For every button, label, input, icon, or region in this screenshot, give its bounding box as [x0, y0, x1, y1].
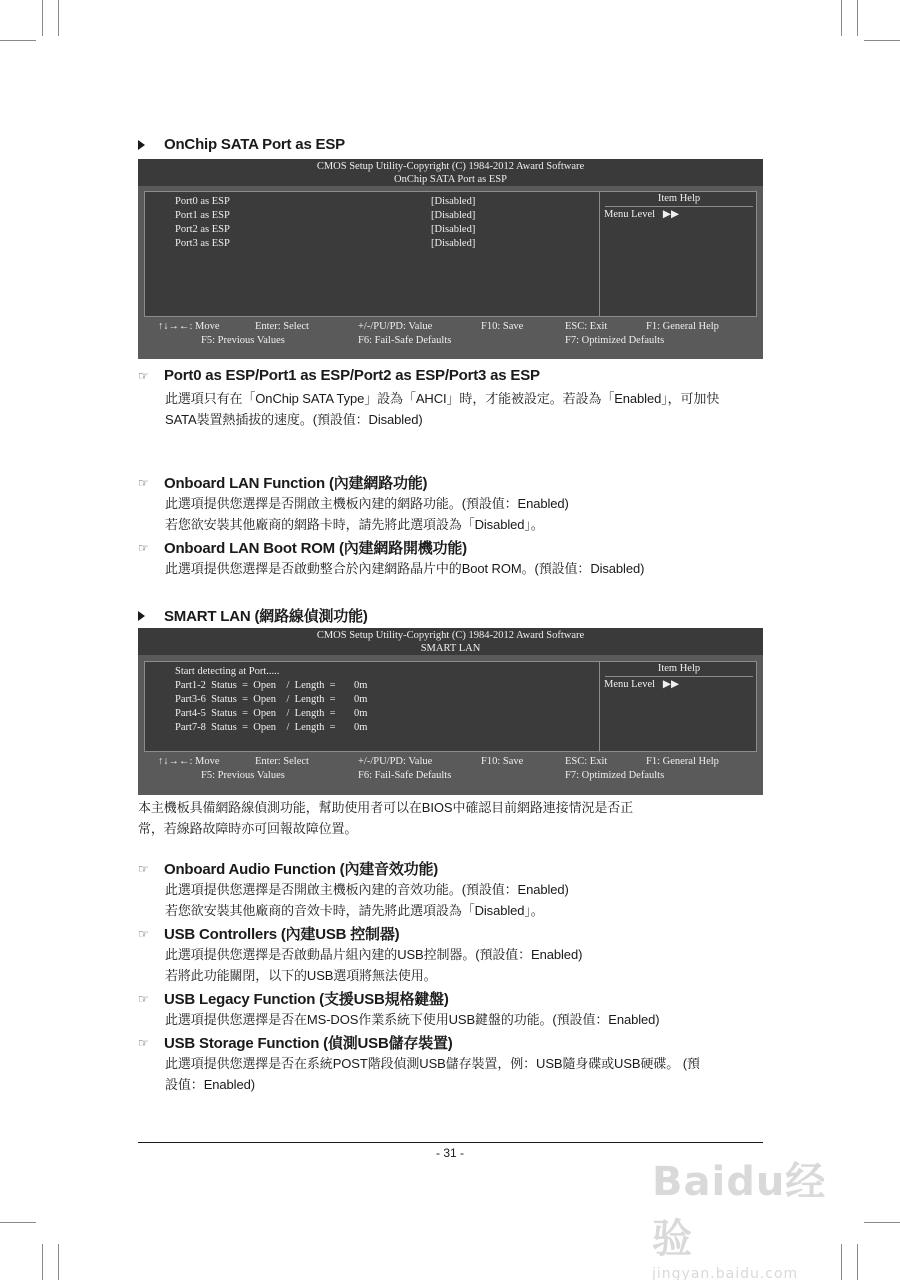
pointing-hand-icon: ☞	[138, 475, 149, 490]
bios-row: Part4-5 Status = Open / Length = 0m	[175, 708, 368, 719]
key-failsafe: F6: Fail-Safe Defaults	[358, 770, 452, 781]
crop-mark	[0, 1222, 36, 1223]
bios-row-value[interactable]: [Disabled]	[431, 238, 476, 249]
crop-mark	[864, 1222, 900, 1223]
item-title: USB Controllers (內建USB 控制器)	[164, 926, 400, 943]
bios-title-line: SMART LAN	[420, 643, 481, 654]
key-optimized: F7: Optimized Defaults	[565, 770, 665, 781]
desc-line: 此選項提供您選擇是否啟動晶片組內建的USB控制器。(預設值：Enabled)	[165, 947, 583, 962]
key-exit: ESC: Exit	[565, 321, 608, 332]
pointing-hand-icon: ☞	[138, 926, 149, 941]
key-save: F10: Save	[481, 321, 524, 332]
key-enter: Enter: Select	[255, 756, 309, 767]
desc-line: 常，若線路故障時亦可回報故障位置。	[138, 821, 358, 836]
desc-line: 若您欲安裝其他廠商的網路卡時，請先將此選項設為「Disabled」。	[165, 517, 544, 532]
item-heading-lan-boot	[138, 537, 467, 558]
crop-mark	[857, 1244, 858, 1280]
desc-line: 設值：Enabled)	[165, 1077, 255, 1092]
desc-line: 此選項提供您選擇是否在MS-DOS作業系統下使用USB鍵盤的功能。(預設值：Enabled)	[165, 1012, 660, 1027]
bios-row-label[interactable]: Port1 as ESP	[175, 210, 230, 221]
bios-row: Part1-2 Status = Open / Length = 0m	[175, 680, 368, 691]
key-prev: F5: Previous Values	[201, 770, 285, 781]
pointing-hand-icon: ☞	[138, 861, 149, 876]
key-move: ↑↓→←: Move	[158, 321, 220, 332]
bios-content-area	[144, 191, 757, 317]
smart-lan-description	[138, 797, 764, 839]
key-value: +/-/PU/PD: Value	[358, 321, 433, 332]
key-exit: ESC: Exit	[565, 756, 608, 767]
bios-title-line: OnChip SATA Port as ESP	[394, 174, 507, 185]
bios-divider	[599, 662, 600, 751]
menu-level: Menu Level ▶▶	[604, 679, 680, 690]
item-heading-lan	[138, 472, 427, 493]
key-value: +/-/PU/PD: Value	[358, 756, 433, 767]
item-description	[165, 944, 763, 986]
bios-row: Start detecting at Port.....	[175, 666, 280, 677]
footer-rule	[138, 1142, 763, 1143]
bios-title-line: CMOS Setup Utility-Copyright (C) 1984-2012 Award Software	[316, 161, 585, 172]
crop-mark	[864, 40, 900, 41]
watermark-url: jingyan.baidu.com	[652, 1266, 799, 1280]
item-help-title: Item Help	[657, 193, 701, 204]
item-description	[165, 558, 763, 579]
bios-row-label[interactable]: Port3 as ESP	[175, 238, 230, 249]
desc-line: 此選項提供您選擇是否開啟主機板內建的網路功能。(預設值：Enabled)	[165, 496, 569, 511]
item-title: Port0 as ESP/Port1 as ESP/Port2 as ESP/Port3 as ESP	[164, 367, 540, 384]
watermark-logo: Baidu经验	[652, 1159, 827, 1262]
pointing-hand-icon: ☞	[138, 540, 149, 555]
desc-line: 若將此功能關閉，以下的USB選項將無法使用。	[165, 968, 437, 983]
baidu-watermark	[652, 1150, 842, 1280]
bios-divider	[599, 192, 600, 316]
item-description	[165, 1053, 763, 1095]
bios-row-value[interactable]: [Disabled]	[431, 210, 476, 221]
item-heading-usb-legacy	[138, 988, 449, 1009]
bios-row: Part3-6 Status = Open / Length = 0m	[175, 694, 368, 705]
bios-row-label[interactable]: Port2 as ESP	[175, 224, 230, 235]
item-title: Onboard LAN Boot ROM (內建網路開機功能)	[164, 540, 467, 557]
pointing-hand-icon: ☞	[138, 368, 149, 383]
pointing-hand-icon: ☞	[138, 991, 149, 1006]
bios-title	[138, 628, 763, 655]
desc-line: 本主機板具備網路線偵測功能，幫助使用者可以在BIOS中確認目前網路連接情況是否正	[138, 800, 634, 815]
crop-mark	[0, 40, 36, 41]
item-title: Onboard Audio Function (內建音效功能)	[164, 861, 439, 878]
item-heading-port-esp	[138, 367, 540, 384]
key-optimized: F7: Optimized Defaults	[565, 335, 665, 346]
key-help: F1: General Help	[646, 321, 719, 332]
triangle-bullet-icon	[138, 140, 145, 150]
crop-mark	[841, 0, 842, 36]
bios-panel-onchip	[138, 159, 763, 359]
section-title: SMART LAN (網路線偵測功能)	[164, 608, 368, 625]
bios-row-value[interactable]: [Disabled]	[431, 196, 476, 207]
bios-row: Part7-8 Status = Open / Length = 0m	[175, 722, 368, 733]
key-enter: Enter: Select	[255, 321, 309, 332]
crop-mark	[58, 0, 59, 36]
item-description	[165, 1009, 763, 1030]
section-heading-smart	[138, 605, 368, 626]
pointing-hand-icon: ☞	[138, 1035, 149, 1050]
page-number: - 31 -	[435, 1146, 464, 1160]
item-description	[165, 388, 763, 430]
help-underline	[605, 676, 753, 677]
crop-mark	[58, 1244, 59, 1280]
item-heading-usb-controllers	[138, 923, 399, 944]
bios-row-value[interactable]: [Disabled]	[431, 224, 476, 235]
desc-line: 此選項提供您選擇是否啟動整合於內建網路晶片中的Boot ROM。(預設值：Disabled)	[165, 561, 645, 576]
bios-title-line: CMOS Setup Utility-Copyright (C) 1984-2012 Award Software	[316, 630, 585, 641]
bios-content-area	[144, 661, 757, 752]
item-description	[165, 493, 763, 535]
bios-row-label[interactable]: Port0 as ESP	[175, 196, 230, 207]
key-save: F10: Save	[481, 756, 524, 767]
item-help-title: Item Help	[657, 663, 701, 674]
section-heading-onchip	[138, 136, 345, 153]
item-heading-usb-storage	[138, 1032, 453, 1053]
key-move: ↑↓→←: Move	[158, 756, 220, 767]
desc-line: 此選項只有在「OnChip SATA Type」設為「AHCI」時，才能被設定。若設為「Enabled」，可加快	[165, 391, 720, 406]
desc-line: SATA裝置熱插拔的速度。(預設值：Disabled)	[165, 412, 423, 427]
item-title: Onboard LAN Function (內建網路功能)	[164, 475, 428, 492]
help-underline	[605, 206, 753, 207]
bios-panel-smart	[138, 628, 763, 795]
crop-mark	[42, 1244, 43, 1280]
bios-title	[138, 159, 763, 186]
desc-line: 此選項提供您選擇是否在系統POST階段偵測USB儲存裝置，例：USB隨身碟或USB硬碟。 (預	[165, 1056, 700, 1071]
desc-line: 此選項提供您選擇是否開啟主機板內建的音效功能。(預設值：Enabled)	[165, 882, 569, 897]
item-title: USB Storage Function (偵測USB儲存裝置)	[164, 1035, 453, 1052]
item-title: USB Legacy Function (支援USB規格鍵盤)	[164, 991, 449, 1008]
key-help: F1: General Help	[646, 756, 719, 767]
crop-mark	[857, 0, 858, 36]
triangle-bullet-icon	[138, 611, 145, 621]
section-title: OnChip SATA Port as ESP	[164, 136, 345, 153]
menu-level: Menu Level ▶▶	[604, 209, 680, 220]
item-heading-audio	[138, 858, 438, 879]
key-failsafe: F6: Fail-Safe Defaults	[358, 335, 452, 346]
crop-mark	[42, 0, 43, 36]
item-description	[165, 879, 763, 921]
key-prev: F5: Previous Values	[201, 335, 285, 346]
desc-line: 若您欲安裝其他廠商的音效卡時，請先將此選項設為「Disabled」。	[165, 903, 544, 918]
